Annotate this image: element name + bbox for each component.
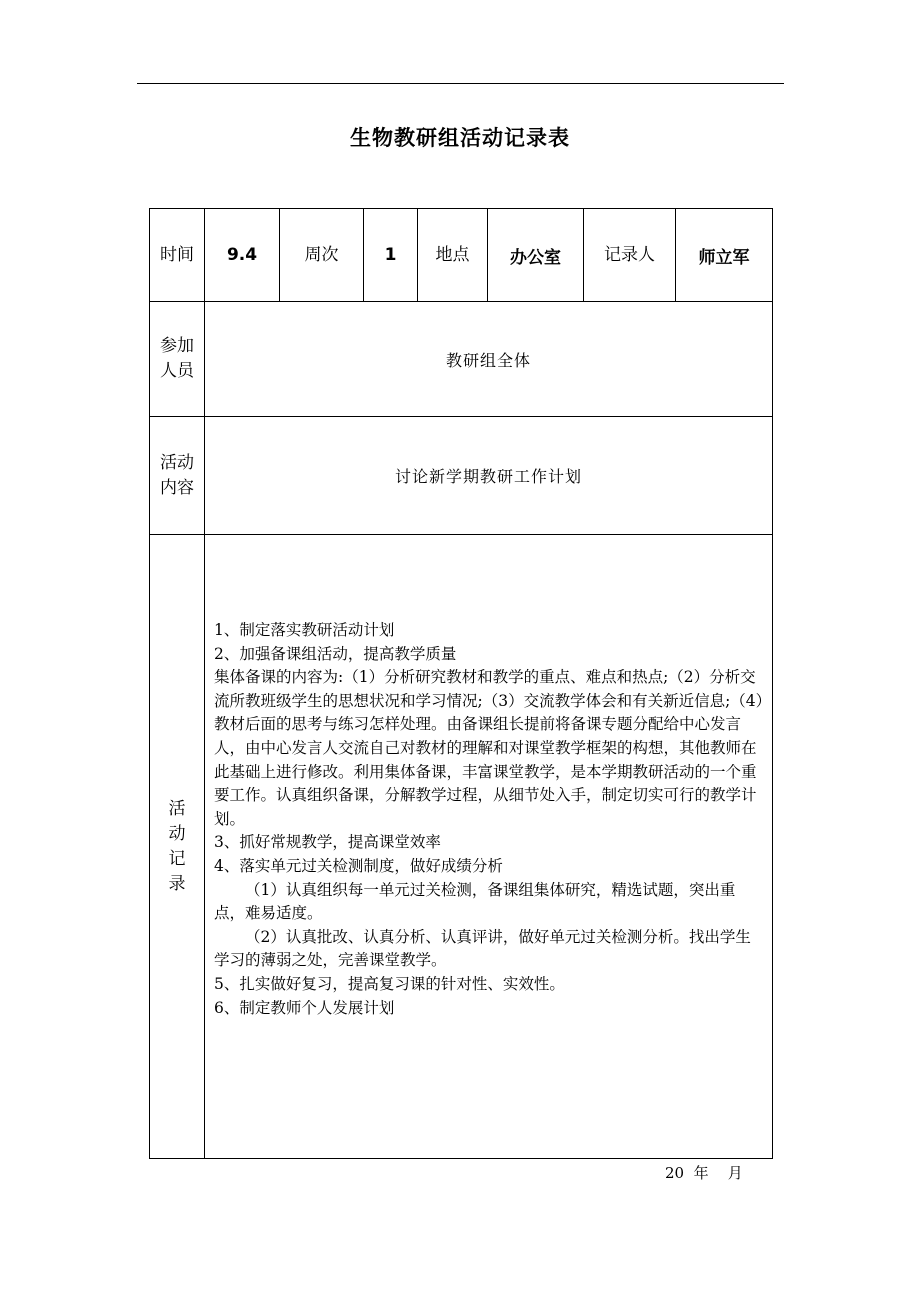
record-paragraph: （2）认真批改、认真分析、认真评讲，做好单元过关检测分析。找出学生学习的薄弱之处，完善课堂教学。: [214, 927, 751, 970]
record-label-char: 录: [168, 873, 186, 894]
activity-content-label-line2: 内容: [160, 477, 194, 498]
footer-date: 20 年 月: [665, 1164, 743, 1182]
record-label-char: 记: [168, 848, 186, 869]
time-label: 时间: [150, 209, 205, 302]
record-paragraph: 集体备课的内容为:（1）分析研究教材和教学的重点、难点和热点;（2）分析交流所教班级学生的思想状况和学习情况;（3）交流教学体会和有关新近信息;（4）教材后面的思考与练习怎样处理。由备课组长提前将备课专题分配给中心发言人，由中心发言人交流自己对教材的理解和对课堂教学框架的构想，其他教师在此基础上进行修改。利用集体备课，丰富课堂教学，是本学期教研活动的一个重要工作。认真组织备课，分解教学过程，从细节处入手，制定切实可行的教学计划。: [214, 668, 764, 828]
record-label-char: 活: [168, 798, 186, 819]
record-paragraph: 2、加强备课组活动，提高教学质量: [214, 644, 457, 663]
page-title: 生物教研组活动记录表: [350, 126, 570, 150]
place-label: 地点: [418, 209, 488, 302]
time-value: 9.4: [205, 209, 280, 302]
activity-record-content: [205, 535, 773, 1159]
record-label-char: 动: [168, 823, 186, 844]
recorder-label: 记录人: [584, 209, 676, 302]
record-paragraph: 1、制定落实教研活动计划: [214, 621, 395, 639]
activity-content-row: [150, 417, 773, 535]
record-paragraph: 3、抓好常规教学，提高课堂效率: [214, 833, 441, 852]
place-value: 办公室: [488, 209, 584, 302]
record-table: [149, 208, 773, 1159]
week-value: 1: [364, 209, 418, 302]
participants-label-line2: 人员: [160, 361, 194, 381]
activity-content-label: [150, 417, 205, 535]
activity-content-label-line1: 活动: [160, 452, 194, 473]
record-paragraph: 5、扎实做好复习，提高复习课的针对性、实效性。: [214, 974, 565, 993]
participants-row: [150, 302, 773, 417]
record-paragraph: （1）认真组织每一单元过关检测，备课组集体研究，精选试题，突出重点，难易适度。: [214, 880, 736, 923]
record-paragraph: 6、制定教师个人发展计划: [214, 998, 395, 1017]
recorder-value: 师立军: [676, 209, 773, 302]
participants-value: 教研组全体: [205, 302, 773, 417]
participants-label-line1: 参加: [160, 336, 194, 356]
participants-label: [150, 302, 205, 417]
activity-content-value: 讨论新学期教研工作计划: [205, 417, 773, 535]
record-paragraph: 4、落实单元过关检测制度，做好成绩分析: [214, 856, 503, 875]
activity-record-label: [150, 535, 205, 1159]
activity-record-row: [150, 535, 773, 1159]
header-row: [150, 209, 773, 302]
week-label: 周次: [280, 209, 364, 302]
header-rule: [137, 83, 784, 84]
